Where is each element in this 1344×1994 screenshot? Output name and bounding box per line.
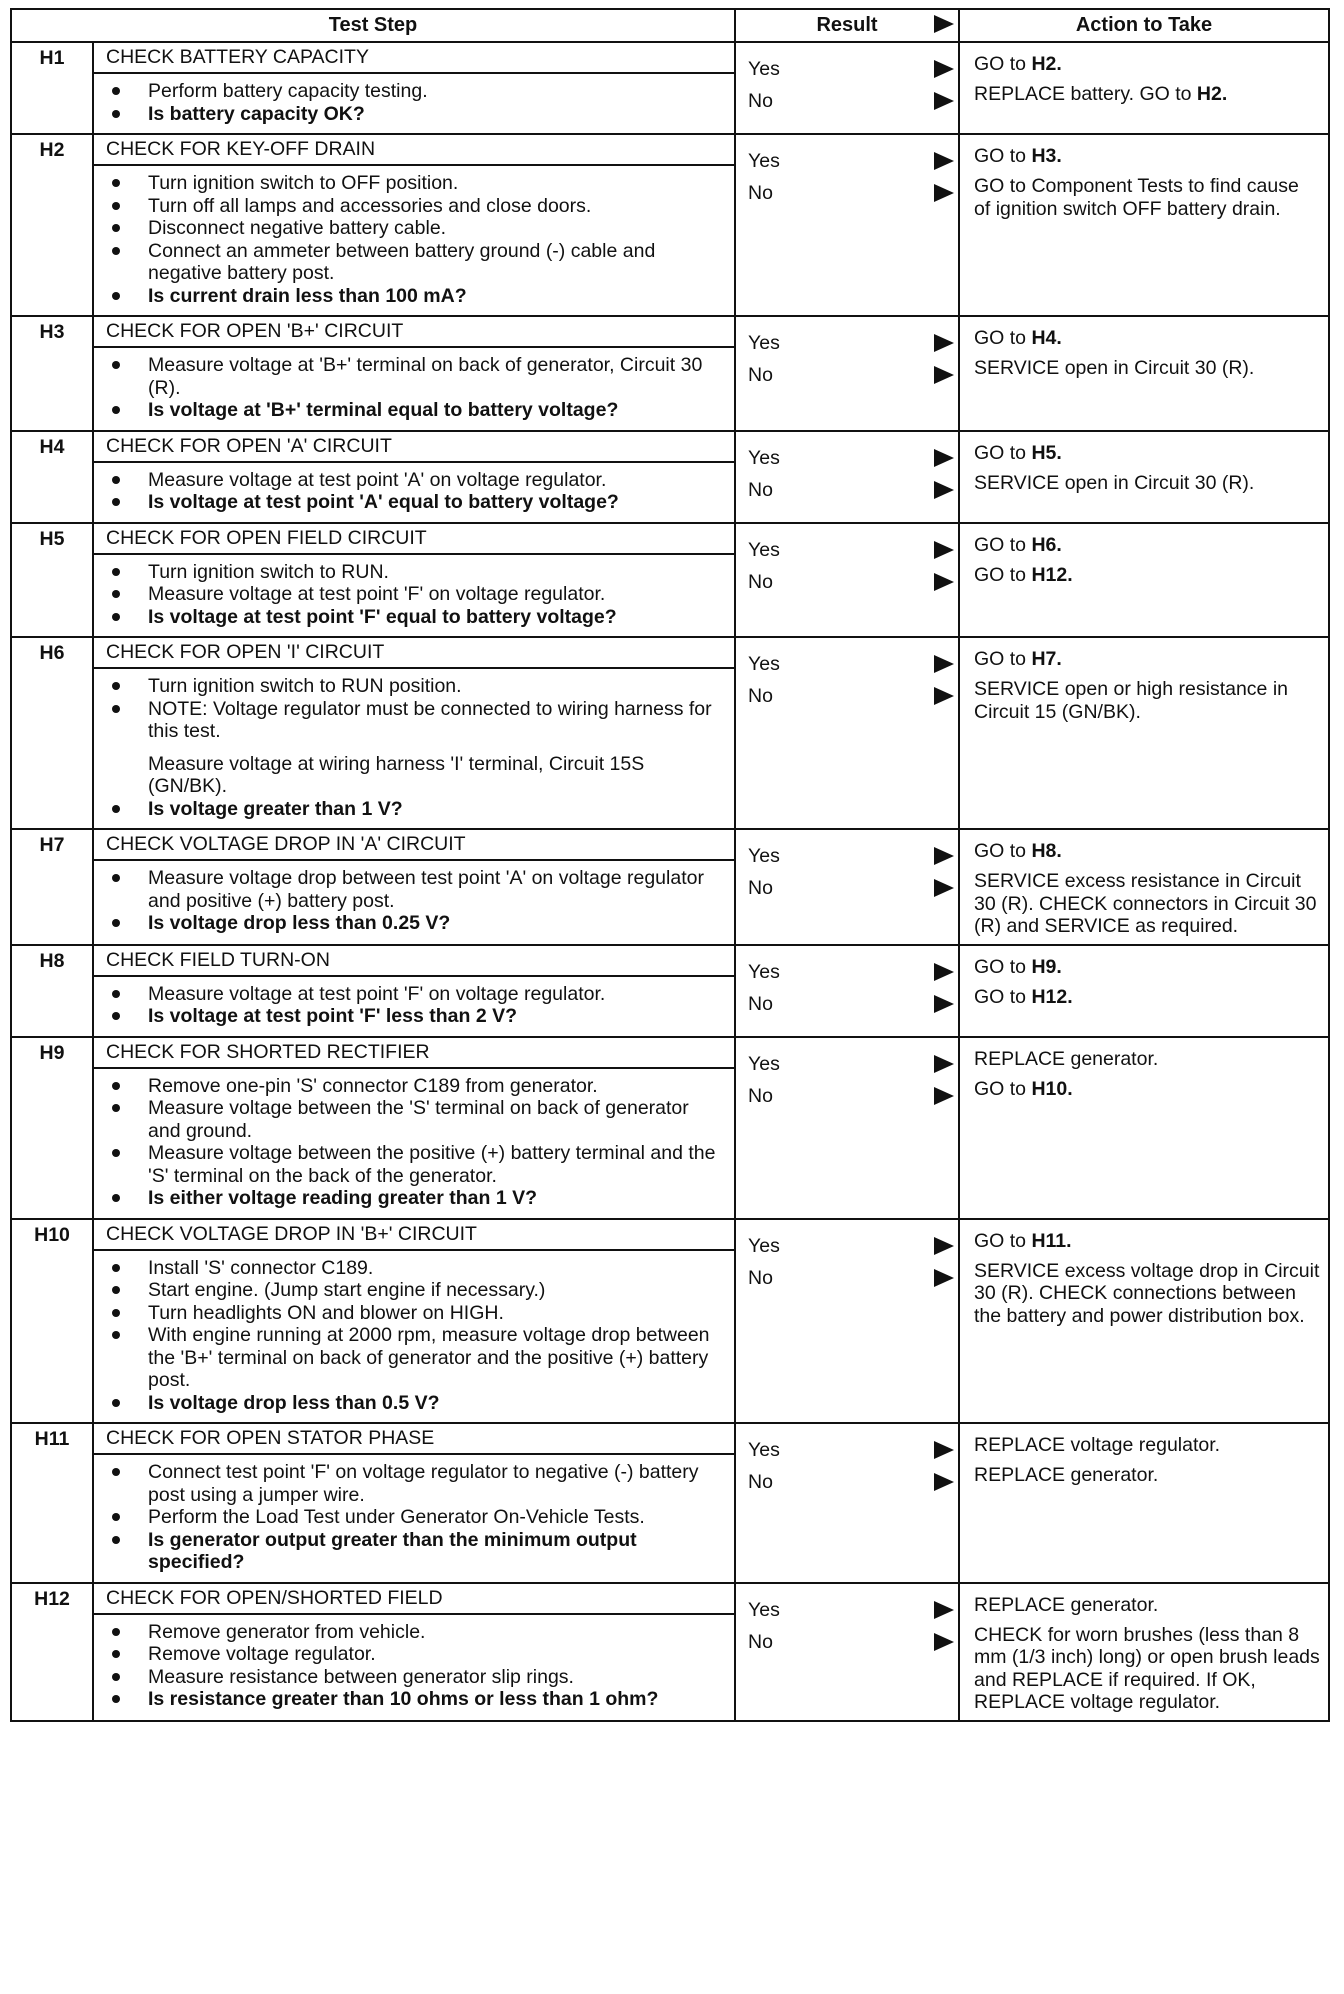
- instruction-item: Install 'S' connector C189.: [102, 1257, 724, 1280]
- goto-step-ref: H11.: [1031, 1229, 1072, 1252]
- result-cell: [735, 1037, 959, 1219]
- result-cell: [735, 945, 959, 1037]
- step-id: H7: [11, 829, 93, 945]
- instruction-item: Connect test point 'F' on voltage regulator to negative (-) battery post using a jumper wire.: [102, 1461, 724, 1506]
- instruction-item: Measure voltage at test point 'A' on voltage regulator.: [102, 469, 724, 492]
- action-instruction: SERVICE excess resistance in Circuit 30 (R). CHECK connectors in Circuit 30 (R) and SERVICE as required.: [974, 870, 1317, 937]
- instruction-item: Measure voltage at test point 'F' on voltage regulator.: [102, 583, 724, 606]
- result-cell: [735, 1219, 959, 1424]
- instruction-item: With engine running at 2000 rpm, measure voltage drop between the 'B+' terminal on back of generator and the positive (+) battery post.: [102, 1324, 724, 1392]
- goto-step-ref: H7.: [1031, 648, 1062, 670]
- action-cell: [959, 1219, 1329, 1424]
- result-label: Yes: [748, 332, 780, 354]
- action-cell: [959, 637, 1329, 829]
- result-header-label: Result: [816, 14, 878, 37]
- action-cell: [959, 1037, 1329, 1219]
- result-label: No: [748, 685, 773, 707]
- action-text: [974, 1260, 1320, 1328]
- check-question: Is voltage greater than 1 V?: [102, 798, 724, 821]
- step-id: H11: [11, 1423, 93, 1583]
- step-id: H1: [11, 42, 93, 134]
- action-instruction: GO to: [974, 563, 1032, 586]
- action-text: [974, 442, 1320, 466]
- action-instruction: REPLACE voltage regulator.: [974, 1434, 1221, 1456]
- action-text: [974, 145, 1320, 169]
- step-title: CHECK FOR OPEN STATOR PHASE: [93, 1423, 735, 1454]
- result-label: No: [748, 182, 773, 204]
- action-cell: [959, 42, 1329, 134]
- result-arrow-icon: [934, 15, 954, 33]
- instruction-item: Turn off all lamps and accessories and close doors.: [102, 195, 724, 218]
- result-option: [748, 177, 952, 209]
- result-arrow-icon: [934, 1087, 954, 1105]
- step-title-row: [11, 829, 1329, 860]
- result-arrow-icon: [934, 1237, 954, 1255]
- step-title: CHECK FOR OPEN 'A' CIRCUIT: [93, 431, 735, 462]
- action-instruction: GO to: [974, 648, 1032, 670]
- action-instruction: SERVICE open in Circuit 30 (R).: [974, 357, 1255, 379]
- instruction-item: Measure voltage at wiring harness 'I' terminal, Circuit 15S (GN/BK).: [148, 752, 645, 797]
- result-label: No: [748, 1630, 773, 1653]
- action-text: [974, 472, 1320, 496]
- result-option: [748, 1626, 952, 1658]
- result-header: [735, 9, 959, 42]
- step-title: CHECK FOR KEY-OFF DRAIN: [93, 134, 735, 165]
- action-text: [974, 1230, 1320, 1254]
- check-question: Is resistance greater than 10 ohms or less than 1 ohm?: [102, 1688, 724, 1711]
- result-option: [748, 648, 952, 680]
- instruction-item: Turn headlights ON and blower on HIGH.: [102, 1302, 724, 1325]
- step-instructions: [93, 1068, 735, 1219]
- goto-step-ref: H4.: [1031, 327, 1062, 349]
- result-label: No: [748, 1471, 773, 1493]
- step-title-row: [11, 134, 1329, 165]
- step-title-row: [11, 316, 1329, 347]
- goto-step-ref: H9.: [1031, 955, 1062, 978]
- action-text: [974, 1464, 1320, 1488]
- step-instructions: [93, 1250, 735, 1424]
- instruction-item: Measure voltage at test point 'F' on voltage regulator.: [102, 983, 724, 1006]
- diagnostic-page: [10, 8, 1328, 1978]
- action-instruction: REPLACE generator.: [974, 1047, 1159, 1070]
- action-text: [974, 327, 1320, 351]
- step-title: CHECK FOR OPEN/SHORTED FIELD: [93, 1583, 735, 1614]
- result-label: No: [748, 1266, 773, 1289]
- step-title: CHECK VOLTAGE DROP IN 'A' CIRCUIT: [93, 829, 735, 860]
- step-instructions: [93, 668, 735, 829]
- instruction-item: Disconnect negative battery cable.: [102, 217, 724, 240]
- result-option: [748, 872, 952, 904]
- check-question: Is voltage at 'B+' terminal equal to battery voltage?: [102, 399, 724, 422]
- result-option: [748, 1048, 952, 1080]
- result-label: Yes: [748, 960, 780, 983]
- result-label: No: [748, 478, 773, 501]
- instruction-item: Remove generator from vehicle.: [102, 1621, 724, 1644]
- action-instruction: GO to: [974, 985, 1032, 1008]
- goto-step-ref: H8.: [1031, 840, 1062, 862]
- result-cell: [735, 134, 959, 316]
- step-id: H5: [11, 523, 93, 638]
- action-instruction: SERVICE excess voltage drop in Circuit 30 (R). CHECK connections between the battery and power distribution box.: [974, 1259, 1320, 1327]
- instruction-list: [102, 1461, 724, 1574]
- result-label: Yes: [748, 1234, 780, 1257]
- result-option: [748, 1466, 952, 1498]
- instruction-list: [102, 172, 724, 307]
- action-cell: [959, 523, 1329, 638]
- step-title-row: [11, 637, 1329, 668]
- step-id: H9: [11, 1037, 93, 1219]
- action-instruction: SERVICE open in Circuit 30 (R).: [974, 471, 1255, 494]
- result-option: [748, 956, 952, 988]
- action-cell: [959, 431, 1329, 523]
- result-cell: [735, 316, 959, 431]
- instruction-item: NOTE: Voltage regulator must be connected to wiring harness for this test.: [102, 698, 724, 743]
- result-option: [748, 1230, 952, 1262]
- diagnostic-table: [10, 8, 1330, 1722]
- step-title-row: [11, 1583, 1329, 1614]
- step-title: CHECK FOR OPEN 'B+' CIRCUIT: [93, 316, 735, 347]
- result-arrow-icon: [934, 879, 954, 897]
- result-option: [748, 1262, 952, 1294]
- step-id: H2: [11, 134, 93, 316]
- step-instructions: [93, 860, 735, 945]
- result-label: Yes: [748, 1598, 780, 1621]
- result-label: No: [748, 1084, 773, 1107]
- step-id: H10: [11, 1219, 93, 1424]
- action-instruction: GO to: [974, 145, 1032, 167]
- step-title: CHECK BATTERY CAPACITY: [93, 42, 735, 73]
- result-option: [748, 1080, 952, 1112]
- action-cell: [959, 1583, 1329, 1721]
- check-question: Is either voltage reading greater than 1 V?: [102, 1187, 724, 1210]
- action-cell: [959, 134, 1329, 316]
- result-option: [748, 840, 952, 872]
- instruction-item: Perform battery capacity testing.: [102, 80, 724, 103]
- action-cell: [959, 945, 1329, 1037]
- result-arrow-icon: [934, 1633, 954, 1651]
- instruction-item: Connect an ammeter between battery ground (-) cable and negative battery post.: [102, 240, 724, 285]
- instruction-item: Turn ignition switch to RUN.: [102, 561, 724, 584]
- instruction-item: Turn ignition switch to OFF position.: [102, 172, 724, 195]
- step-title: CHECK FOR OPEN 'I' CIRCUIT: [93, 637, 735, 668]
- action-instruction: REPLACE battery. GO to: [974, 83, 1197, 105]
- action-cell: [959, 316, 1329, 431]
- action-instruction: GO to: [974, 840, 1032, 862]
- action-instruction: GO to: [974, 955, 1032, 978]
- instruction-list: [102, 1257, 724, 1415]
- instruction-item: Turn ignition switch to RUN position.: [102, 675, 724, 698]
- goto-step-ref: H10.: [1031, 1077, 1073, 1100]
- action-instruction: GO to: [974, 1229, 1032, 1252]
- instruction-item: Measure voltage between the positive (+) battery terminal and the 'S' terminal on the back of the generator.: [102, 1142, 724, 1187]
- result-cell: [735, 829, 959, 945]
- result-arrow-icon: [934, 449, 954, 467]
- result-label: No: [748, 992, 773, 1015]
- check-question: Is voltage at test point 'F' equal to battery voltage?: [102, 606, 724, 629]
- action-text: [974, 53, 1320, 77]
- result-label: Yes: [748, 845, 780, 867]
- result-label: Yes: [748, 1439, 780, 1461]
- result-option: [748, 566, 952, 598]
- step-instructions: [93, 1614, 735, 1721]
- result-arrow-icon: [934, 1601, 954, 1619]
- result-arrow-icon: [934, 847, 954, 865]
- goto-step-ref: H6.: [1031, 533, 1062, 556]
- result-arrow-icon: [934, 655, 954, 673]
- action-text: [974, 1594, 1320, 1618]
- goto-step-ref: H12.: [1031, 563, 1073, 586]
- step-id: H6: [11, 637, 93, 829]
- check-question: Is voltage drop less than 0.5 V?: [102, 1392, 724, 1415]
- goto-step-ref: H2.: [1031, 53, 1062, 75]
- result-arrow-icon: [934, 481, 954, 499]
- instruction-item: Measure voltage between the 'S' terminal on back of generator and ground.: [102, 1097, 724, 1142]
- check-question: Is voltage drop less than 0.25 V?: [102, 912, 724, 935]
- result-option: [748, 680, 952, 712]
- action-instruction: GO to: [974, 1077, 1032, 1100]
- instruction-item: Measure voltage drop between test point 'A' on voltage regulator and positive (+) battery post.: [102, 867, 724, 912]
- action-instruction: GO to: [974, 327, 1032, 349]
- action-text: [974, 534, 1320, 558]
- table-header-row: [11, 9, 1329, 42]
- result-arrow-icon: [934, 152, 954, 170]
- action-cell: [959, 1423, 1329, 1583]
- result-label: Yes: [748, 653, 780, 675]
- step-title-row: [11, 1219, 1329, 1250]
- result-label: Yes: [748, 150, 780, 172]
- action-text: [974, 1048, 1320, 1072]
- action-text: [974, 956, 1320, 980]
- result-option: [748, 359, 952, 391]
- result-arrow-icon: [934, 687, 954, 705]
- action-instruction: GO to Component Tests to find cause of ignition switch OFF battery drain.: [974, 175, 1299, 220]
- step-id: H3: [11, 316, 93, 431]
- result-arrow-icon: [934, 963, 954, 981]
- goto-step-ref: H5.: [1031, 441, 1062, 464]
- step-title: CHECK FOR OPEN FIELD CIRCUIT: [93, 523, 735, 554]
- action-text: [974, 1078, 1320, 1102]
- step-title-row: [11, 523, 1329, 554]
- result-arrow-icon: [934, 334, 954, 352]
- step-instructions: [93, 554, 735, 638]
- step-title-row: [11, 1037, 1329, 1068]
- action-text: [974, 678, 1320, 723]
- step-instructions: [93, 976, 735, 1037]
- result-arrow-icon: [934, 995, 954, 1013]
- step-id: H8: [11, 945, 93, 1037]
- result-cell: [735, 637, 959, 829]
- result-cell: [735, 431, 959, 523]
- result-label: Yes: [748, 1052, 780, 1075]
- instruction-list: [102, 675, 724, 820]
- action-instruction: REPLACE generator.: [974, 1464, 1159, 1486]
- instruction-list: [102, 1621, 724, 1711]
- result-cell: [735, 1583, 959, 1721]
- result-option: [748, 53, 952, 85]
- goto-step-ref: H2.: [1196, 83, 1228, 105]
- instruction-item: Measure resistance between generator slip rings.: [102, 1666, 724, 1689]
- result-arrow-icon: [934, 184, 954, 202]
- action-instruction: CHECK for worn brushes (less than 8 mm (1/3 inch) long) or open brush leads and REPLACE if required. If OK, REPLACE voltage regulator.: [974, 1623, 1320, 1713]
- result-option: [748, 534, 952, 566]
- instruction-list: [102, 469, 724, 514]
- step-instructions: [93, 462, 735, 523]
- instruction-item: Perform the Load Test under Generator On-Vehicle Tests.: [102, 1506, 724, 1529]
- action-instruction: GO to: [974, 441, 1032, 464]
- check-question: Is generator output greater than the minimum output specified?: [102, 1529, 724, 1574]
- result-arrow-icon: [934, 1055, 954, 1073]
- step-title-row: [11, 42, 1329, 73]
- step-title: CHECK VOLTAGE DROP IN 'B+' CIRCUIT: [93, 1219, 735, 1250]
- step-instructions: [93, 165, 735, 316]
- result-option: [748, 988, 952, 1020]
- step-title-row: [11, 1423, 1329, 1454]
- instruction-list: [102, 1075, 724, 1210]
- result-option: [748, 1594, 952, 1626]
- result-arrow-icon: [934, 366, 954, 384]
- result-label: Yes: [748, 58, 780, 80]
- result-option: [748, 1434, 952, 1466]
- instruction-list: [102, 983, 724, 1028]
- action-instruction: GO to: [974, 533, 1032, 556]
- step-instructions: [93, 1454, 735, 1583]
- action-cell: [959, 829, 1329, 945]
- step-instructions: [93, 73, 735, 134]
- instruction-list: [102, 354, 724, 422]
- instruction-item: Start engine. (Jump start engine if necessary.): [102, 1279, 724, 1302]
- step-instructions: [93, 347, 735, 431]
- result-arrow-icon: [934, 1441, 954, 1459]
- result-option: [748, 327, 952, 359]
- step-title-row: [11, 431, 1329, 462]
- action-instruction: SERVICE open or high resistance in Circuit 15 (GN/BK).: [974, 678, 1288, 723]
- result-arrow-icon: [934, 60, 954, 78]
- step-title-row: [11, 945, 1329, 976]
- result-label: Yes: [748, 538, 780, 561]
- action-text: [974, 1624, 1320, 1714]
- action-text: [974, 83, 1320, 107]
- check-question: Is voltage at test point 'A' equal to battery voltage?: [102, 491, 724, 514]
- action-text: [974, 175, 1320, 220]
- action-text: [974, 986, 1320, 1010]
- result-cell: [735, 42, 959, 134]
- action-text: [974, 648, 1320, 672]
- result-cell: [735, 523, 959, 638]
- action-instruction: GO to: [974, 53, 1032, 75]
- goto-step-ref: H3.: [1031, 145, 1062, 167]
- result-label: No: [748, 570, 773, 593]
- result-cell: [735, 1423, 959, 1583]
- check-question: Is voltage at test point 'F' less than 2 V?: [102, 1005, 724, 1028]
- action-text: [974, 564, 1320, 588]
- result-label: Yes: [748, 446, 780, 469]
- check-question: Is current drain less than 100 mA?: [102, 285, 724, 308]
- action-text: [974, 870, 1320, 938]
- test-step-header: Test Step: [11, 9, 735, 42]
- result-label: No: [748, 364, 773, 386]
- result-option: [748, 145, 952, 177]
- goto-step-ref: H12.: [1031, 985, 1073, 1008]
- action-text: [974, 840, 1320, 864]
- action-text: [974, 357, 1320, 381]
- instruction-item: Remove voltage regulator.: [102, 1643, 724, 1666]
- step-title: CHECK FIELD TURN-ON: [93, 945, 735, 976]
- step-id: H12: [11, 1583, 93, 1721]
- instruction-item: Measure voltage at 'B+' terminal on back of generator, Circuit 30 (R).: [102, 354, 724, 399]
- result-arrow-icon: [934, 573, 954, 591]
- step-title: CHECK FOR SHORTED RECTIFIER: [93, 1037, 735, 1068]
- instruction-list: [102, 561, 724, 629]
- step-id: H4: [11, 431, 93, 523]
- result-option: [748, 442, 952, 474]
- instruction-list: [102, 867, 724, 935]
- result-arrow-icon: [934, 92, 954, 110]
- action-instruction: REPLACE generator.: [974, 1593, 1159, 1616]
- result-label: No: [748, 877, 773, 899]
- instruction-item: Remove one-pin 'S' connector C189 from generator.: [102, 1075, 724, 1098]
- result-option: [748, 85, 952, 117]
- check-question: Is battery capacity OK?: [102, 103, 724, 126]
- action-text: [974, 1434, 1320, 1458]
- result-label: No: [748, 90, 773, 112]
- diagnostic-table-body: [11, 42, 1329, 1721]
- result-option: [748, 474, 952, 506]
- result-arrow-icon: [934, 1269, 954, 1287]
- instruction-list: [102, 80, 724, 125]
- result-arrow-icon: [934, 1473, 954, 1491]
- result-arrow-icon: [934, 541, 954, 559]
- action-header: Action to Take: [959, 9, 1329, 42]
